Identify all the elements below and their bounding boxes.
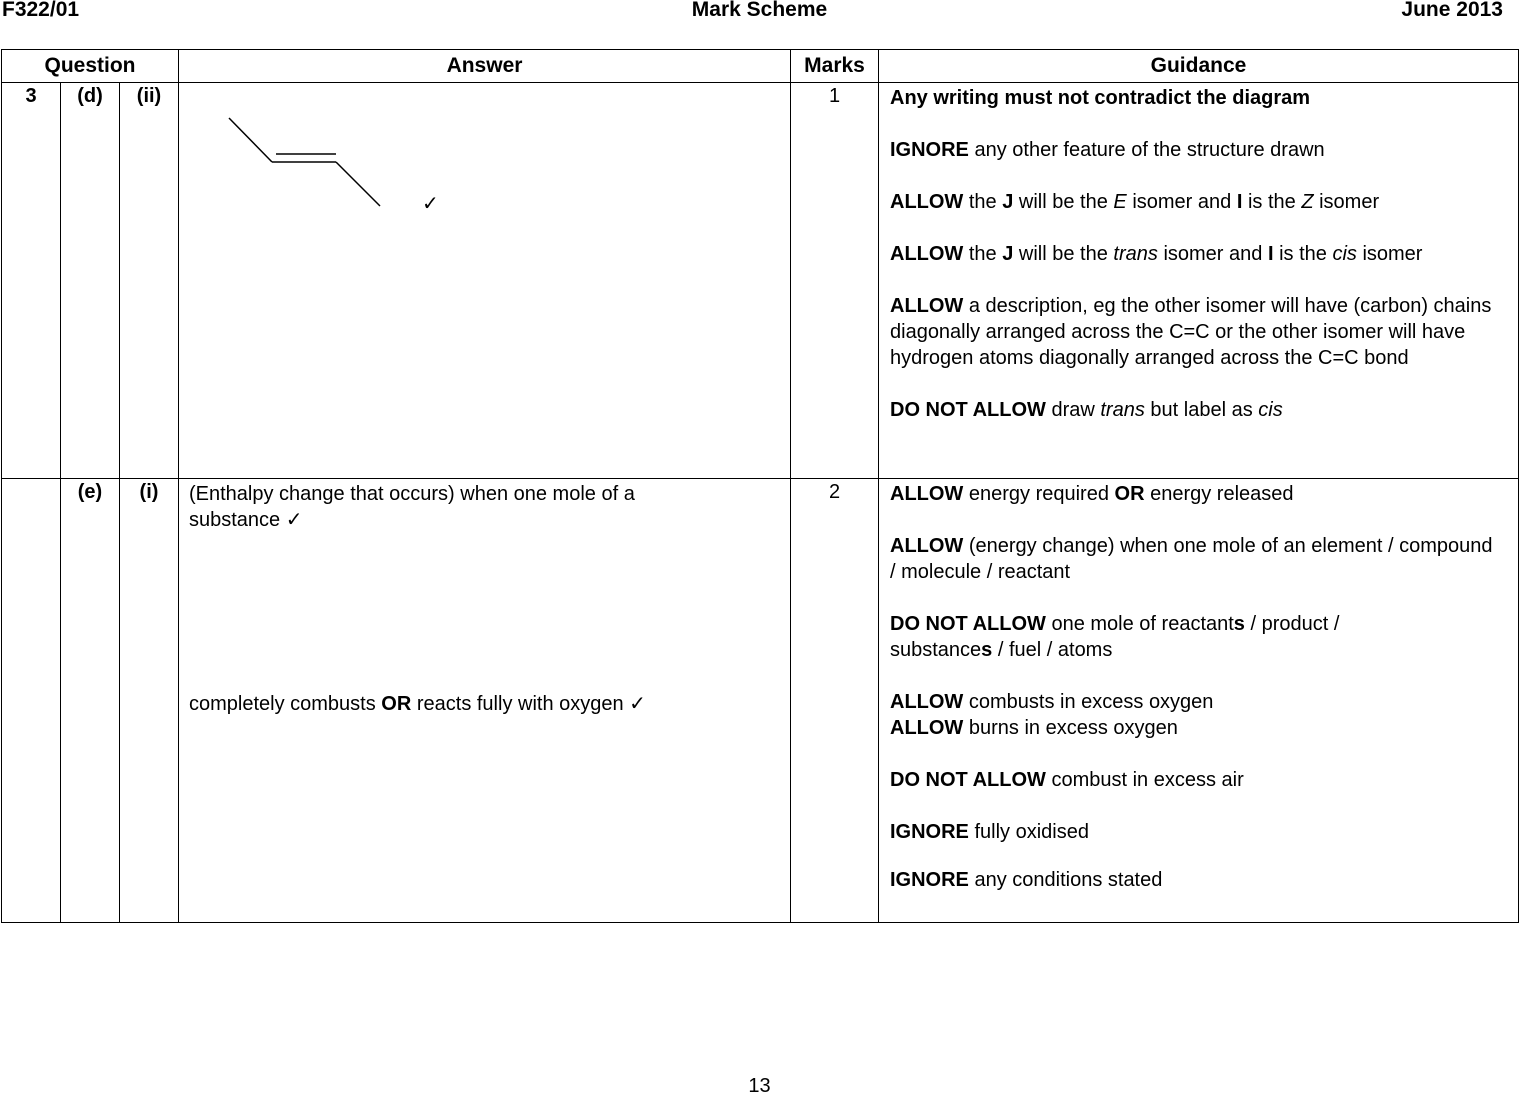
answer-line: completely combusts OR reacts fully with oxygen ✓ [189, 693, 646, 715]
guidance-line: ALLOW burns in excess oxygen [890, 717, 1178, 739]
marks-cell: 2 [791, 479, 879, 923]
question-number [2, 479, 61, 923]
guidance-line: IGNORE any other feature of the structure drawn [890, 139, 1325, 161]
doc-code: F322/01 [2, 0, 80, 21]
guidance-line: ALLOW (energy change) when one mole of an element / compound / molecule / reactant [890, 535, 1493, 583]
answer-line: (Enthalpy change that occurs) when one mole of a substance ✓ [189, 483, 635, 531]
guidance-line: DO NOT ALLOW one mole of reactants / product / substances / fuel / atoms [890, 613, 1340, 661]
guidance-line: ALLOW the J will be the trans isomer and I is the cis isomer [890, 243, 1423, 265]
doc-title: Mark Scheme [691, 0, 828, 21]
table-row [2, 479, 1519, 923]
question-part: (d) [61, 83, 120, 479]
guidance-line: DO NOT ALLOW combust in excess air [890, 769, 1244, 791]
guidance-line: ALLOW energy required OR energy released [890, 483, 1294, 505]
question-part: (e) [61, 479, 120, 923]
mark-scheme-table [1, 49, 1519, 923]
guidance-cell [879, 83, 1519, 479]
answer-cell [179, 83, 791, 479]
tick-mark: ✓ [422, 193, 439, 215]
header-answer: Answer [179, 50, 791, 83]
guidance-cell [879, 479, 1519, 923]
question-number: 3 [2, 83, 61, 479]
answer-cell [179, 479, 791, 923]
table-header-row [2, 50, 1519, 83]
guidance-line: DO NOT ALLOW draw trans but label as cis [890, 399, 1283, 421]
marks-cell: 1 [791, 83, 879, 479]
guidance-line: IGNORE any conditions stated [890, 869, 1163, 891]
header-marks: Marks [791, 50, 879, 83]
guidance-line: ALLOW a description, eg the other isomer will have (carbon) chains diagonally arranged across the C=C or the other isomer will have hydrogen atoms diagonally arranged across the C=C bond [890, 295, 1492, 369]
table-row [2, 83, 1519, 479]
header-guidance: Guidance [879, 50, 1519, 83]
skeletal-structure-diagram [219, 108, 439, 248]
guidance-line: Any writing must not contradict the diagram [890, 87, 1311, 109]
guidance-line: ALLOW the J will be the E isomer and I is the Z isomer [890, 191, 1380, 213]
page-number: 13 [748, 1075, 771, 1097]
doc-date: June 2013 [1401, 0, 1503, 21]
header-question: Question [2, 50, 179, 83]
guidance-line: ALLOW combusts in excess oxygen [890, 691, 1214, 713]
guidance-line: IGNORE fully oxidised [890, 821, 1089, 843]
question-subpart: (i) [120, 479, 179, 923]
question-subpart: (ii) [120, 83, 179, 479]
